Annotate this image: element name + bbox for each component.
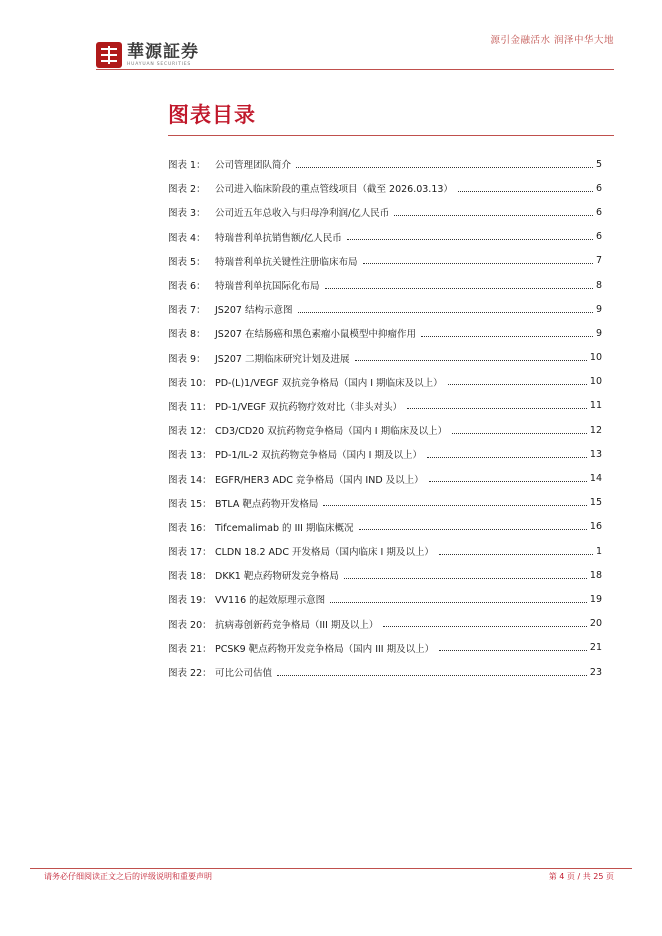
page-title: 图表目录 — [168, 103, 256, 127]
toc-leader-dots — [439, 650, 587, 651]
toc-entry-title: PD-1/VEGF 双抗药物疗效对比（非头对头） — [215, 401, 403, 413]
toc-leader-dots — [458, 191, 593, 192]
toc-entry-label: 图表 12： — [168, 426, 212, 438]
toc-entry-title: JS207 结构示意图 — [215, 305, 293, 317]
toc-list — [168, 152, 602, 684]
toc-entry-title: 特瑞普利单抗销售额/亿人民币 — [215, 232, 342, 244]
toc-leader-dots — [347, 239, 593, 240]
toc-leader-dots — [439, 554, 593, 555]
toc-entry-page: 6 — [595, 231, 602, 243]
toc-entry[interactable] — [168, 273, 602, 297]
toc-entry-label: 图表 22： — [168, 668, 212, 680]
toc-leader-dots — [330, 602, 587, 603]
toc-entry-label: 图表 14： — [168, 474, 212, 486]
toc-entry[interactable] — [168, 442, 602, 466]
toc-entry[interactable] — [168, 660, 602, 684]
logo-mark-icon — [96, 42, 122, 68]
toc-leader-dots — [296, 167, 593, 168]
toc-leader-dots — [421, 336, 593, 337]
toc-entry[interactable] — [168, 587, 602, 611]
toc-entry-page: 10 — [589, 352, 602, 364]
toc-entry-page: 5 — [595, 158, 602, 170]
toc-entry-label: 图表 9： — [168, 353, 206, 365]
toc-entry-label: 图表 17： — [168, 547, 212, 559]
toc-entry-page: 13 — [589, 448, 602, 460]
toc-leader-dots — [325, 288, 593, 289]
toc-entry-page: 23 — [589, 666, 602, 678]
toc-entry-page: 16 — [589, 521, 602, 533]
toc-leader-dots — [427, 457, 587, 458]
toc-entry-label: 图表 10： — [168, 377, 212, 389]
toc-entry[interactable] — [168, 394, 602, 418]
toc-entry-page: 15 — [589, 497, 602, 509]
toc-entry-label: 图表 13： — [168, 450, 212, 462]
toc-entry-title: VV116 的起效原理示意图 — [215, 595, 326, 607]
toc-entry-label: 图表 15： — [168, 498, 212, 510]
toc-entry-label: 图表 20： — [168, 619, 212, 631]
toc-entry[interactable] — [168, 612, 602, 636]
toc-entry-page: 7 — [595, 255, 602, 267]
toc-entry-title: JS207 二期临床研究计划及进展 — [215, 353, 350, 365]
toc-entry-label: 图表 7： — [168, 305, 206, 317]
toc-leader-dots — [394, 215, 593, 216]
toc-entry-label: 图表 1： — [168, 160, 206, 172]
logo-cn-text: 華源証券 — [127, 42, 199, 62]
toc-entry-page: 8 — [595, 279, 602, 291]
toc-entry-title: 公司进入临床阶段的重点管线项目（截至 2026.03.13） — [215, 184, 453, 196]
footer-divider — [30, 868, 632, 869]
toc-entry[interactable] — [168, 249, 602, 273]
toc-leader-dots — [383, 626, 586, 627]
toc-leader-dots — [298, 312, 593, 313]
toc-entry-page: 9 — [595, 327, 602, 339]
toc-entry[interactable] — [168, 176, 602, 200]
toc-entry-title: 特瑞普利单抗国际化布局 — [215, 281, 320, 293]
toc-leader-dots — [429, 481, 587, 482]
footer-disclaimer: 请务必仔细阅读正文之后的评级说明和重要声明 — [44, 872, 212, 881]
toc-entry-page: 12 — [589, 424, 602, 436]
logo-en-text: HUAYUAN SECURITIES — [127, 62, 192, 67]
toc-leader-dots — [407, 408, 587, 409]
toc-leader-dots — [323, 505, 587, 506]
toc-entry[interactable] — [168, 418, 602, 442]
toc-entry-label: 图表 3： — [168, 208, 206, 220]
title-divider — [168, 135, 614, 136]
toc-entry-title: CD3/CD20 双抗药物竞争格局（国内 I 期临床及以上） — [215, 426, 448, 438]
toc-entry-page: 10 — [589, 376, 602, 388]
toc-entry-label: 图表 2： — [168, 184, 206, 196]
toc-entry-label: 图表 18： — [168, 571, 212, 583]
toc-entry-title: PD-(L)1/VEGF 双抗竞争格局（国内 I 期临床及以上） — [215, 377, 443, 389]
toc-entry-page: 1 — [595, 545, 602, 557]
toc-entry-title: 抗病毒创新药竞争格局（III 期及以上） — [215, 619, 379, 631]
toc-entry-page: 9 — [595, 303, 602, 315]
toc-entry-page: 21 — [589, 642, 602, 654]
toc-entry-label: 图表 11： — [168, 401, 212, 413]
toc-entry[interactable] — [168, 491, 602, 515]
toc-entry-label: 图表 19： — [168, 595, 212, 607]
toc-entry-label: 图表 8： — [168, 329, 206, 341]
toc-leader-dots — [355, 360, 587, 361]
toc-entry[interactable] — [168, 200, 602, 224]
toc-entry[interactable] — [168, 539, 602, 563]
toc-entry-title: Tifcemalimab 的 III 期临床概况 — [215, 522, 354, 534]
toc-entry[interactable] — [168, 225, 602, 249]
toc-entry-label: 图表 16： — [168, 522, 212, 534]
toc-entry-title: BTLA 靶点药物开发格局 — [215, 498, 319, 510]
toc-leader-dots — [344, 578, 587, 579]
toc-entry-title: JS207 在结肠癌和黑色素瘤小鼠模型中抑瘤作用 — [215, 329, 416, 341]
toc-entry[interactable] — [168, 515, 602, 539]
toc-leader-dots — [363, 263, 593, 264]
toc-entry[interactable] — [168, 321, 602, 345]
toc-entry[interactable] — [168, 346, 602, 370]
toc-entry-title: DKK1 靶点药物研发竞争格局 — [215, 571, 339, 583]
toc-entry[interactable] — [168, 370, 602, 394]
toc-leader-dots — [359, 529, 587, 530]
toc-entry-label: 图表 5： — [168, 256, 206, 268]
toc-entry-title: 公司管理团队简介 — [215, 160, 292, 172]
toc-entry[interactable] — [168, 152, 602, 176]
toc-entry-page: 11 — [589, 400, 602, 412]
toc-entry-title: PCSK9 靶点药物开发竞争格局（国内 III 期及以上） — [215, 643, 435, 655]
toc-entry-page: 6 — [595, 182, 602, 194]
toc-leader-dots — [448, 384, 587, 385]
company-logo — [96, 42, 199, 68]
toc-entry-label: 图表 4： — [168, 232, 206, 244]
toc-leader-dots — [452, 433, 587, 434]
toc-entry-page: 19 — [589, 593, 602, 605]
footer-page-info: 第 4 页 / 共 25 页 — [548, 872, 614, 881]
toc-entry[interactable] — [168, 636, 602, 660]
toc-entry-title: EGFR/HER3 ADC 竞争格局（国内 IND 及以上） — [215, 474, 424, 486]
toc-entry-page: 20 — [589, 618, 602, 630]
toc-entry-label: 图表 21： — [168, 643, 212, 655]
toc-entry-label: 图表 6： — [168, 281, 206, 293]
toc-entry-page: 14 — [589, 473, 602, 485]
toc-leader-dots — [277, 675, 587, 676]
toc-entry[interactable] — [168, 466, 602, 490]
toc-entry[interactable] — [168, 297, 602, 321]
toc-entry-page: 18 — [589, 569, 602, 581]
toc-entry-title: PD-1/IL-2 双抗药物竞争格局（国内 I 期及以上） — [215, 450, 422, 462]
toc-entry-page: 6 — [595, 206, 602, 218]
toc-entry-title: 公司近五年总收入与归母净利润/亿人民币 — [215, 208, 390, 220]
toc-entry[interactable] — [168, 563, 602, 587]
toc-entry-title: CLDN 18.2 ADC 开发格局（国内临床 I 期及以上） — [215, 547, 434, 559]
header-slogan: 源引金融活水 润泽中华大地 — [490, 35, 614, 46]
toc-entry-title: 特瑞普利单抗关键性注册临床布局 — [215, 256, 358, 268]
toc-entry-title: 可比公司估值 — [215, 668, 273, 680]
header-divider — [96, 69, 614, 70]
